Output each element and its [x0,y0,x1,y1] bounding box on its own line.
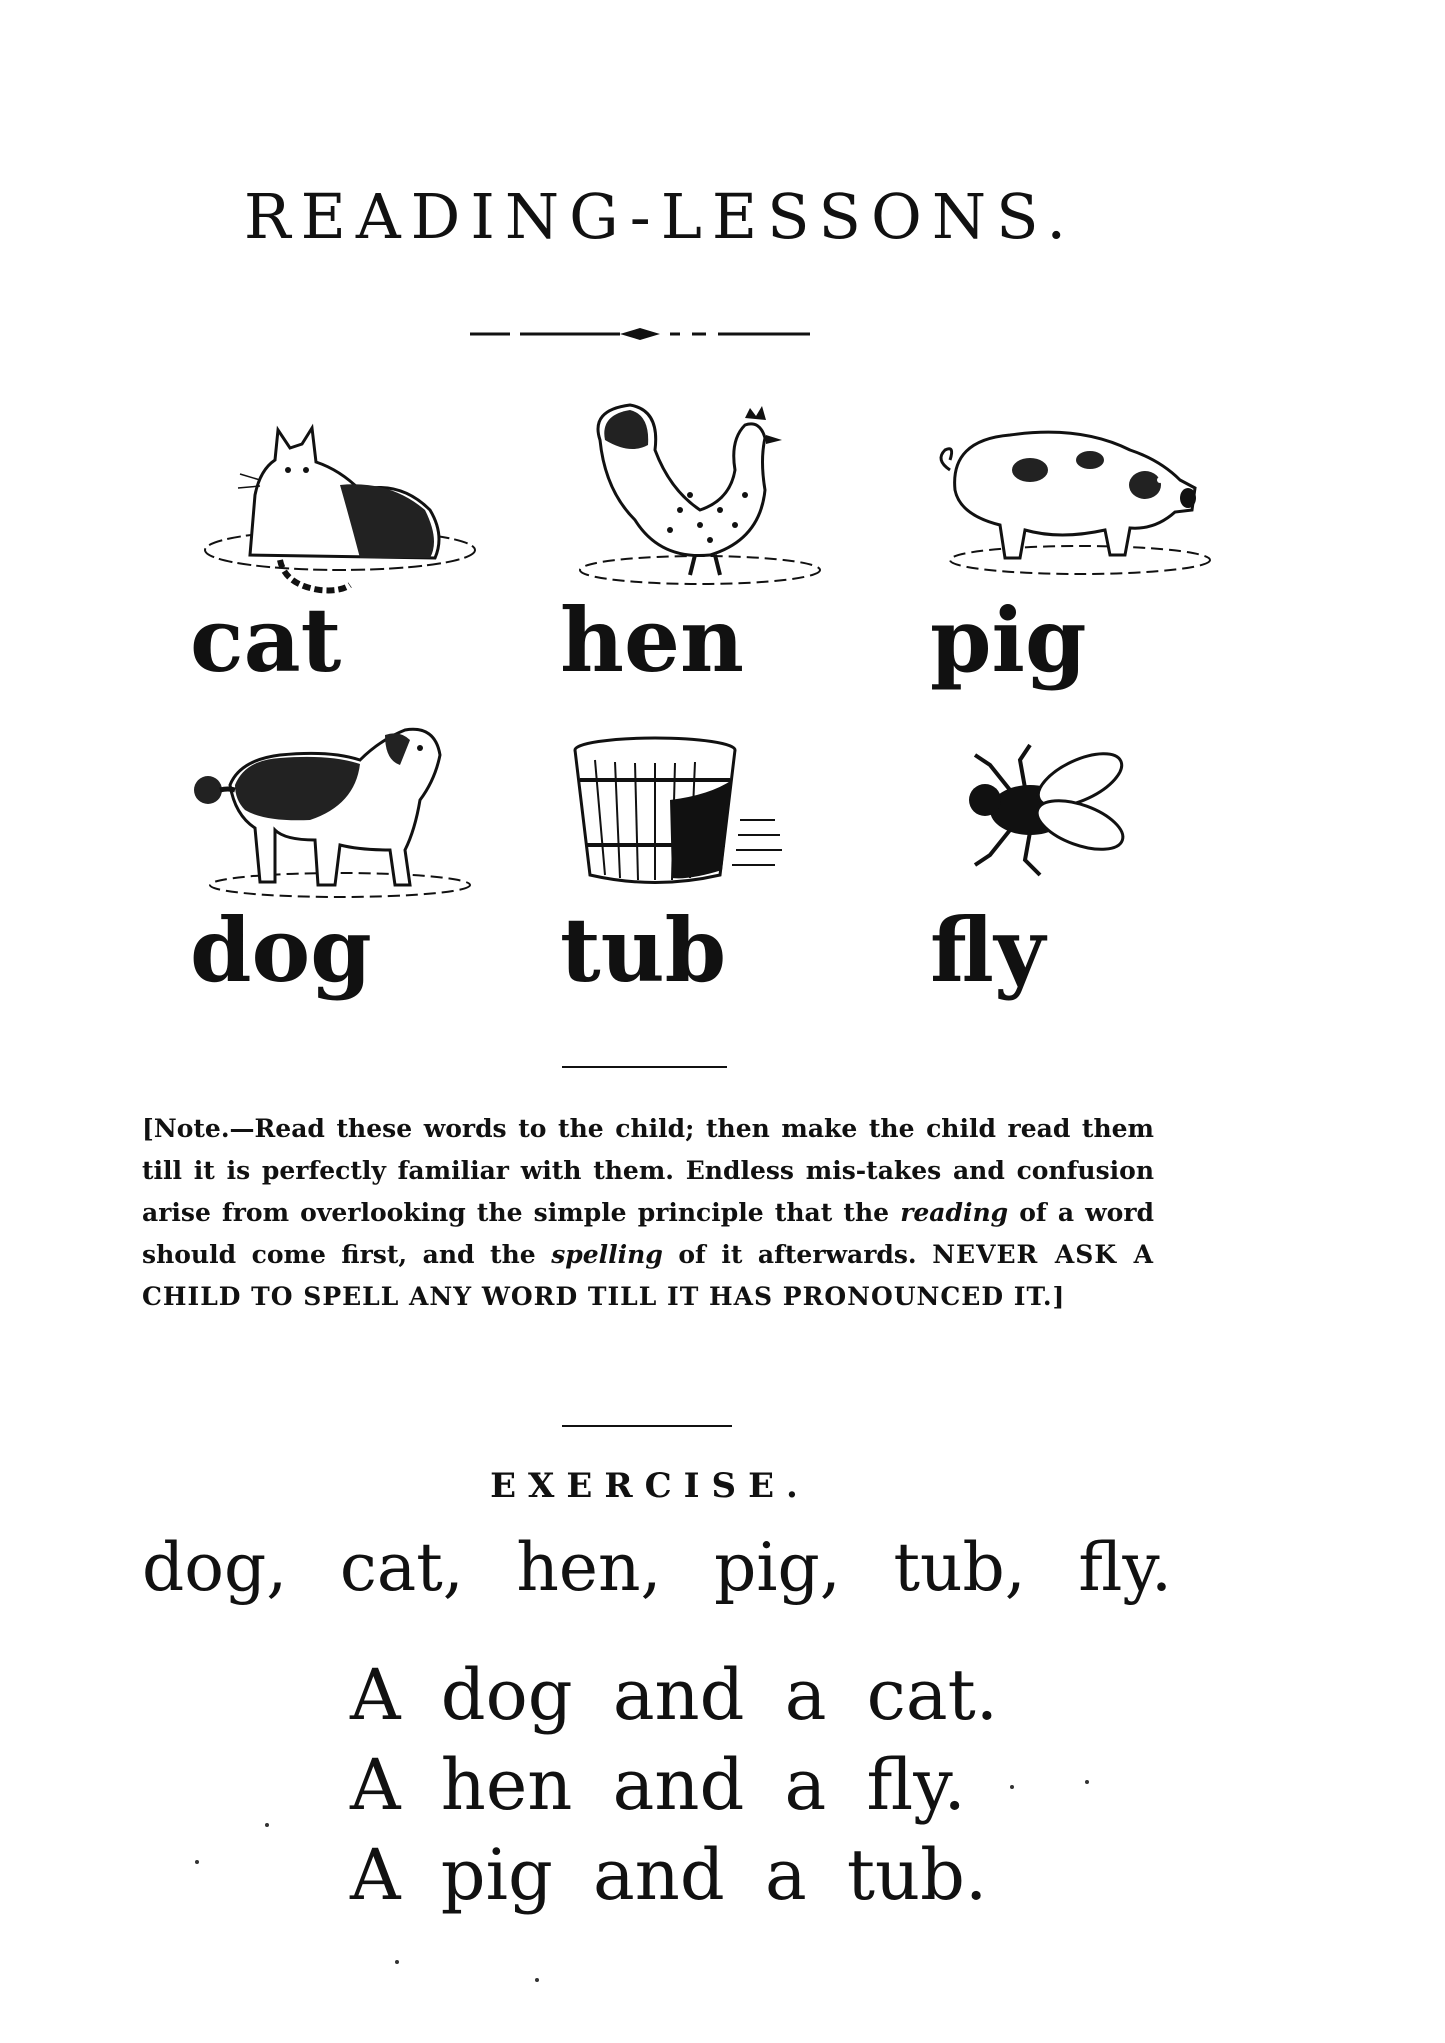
picture-word: fly [930,898,1046,1002]
picture-word-grid [190,400,1130,1040]
exercise-sentence: A dog and a cat. [350,1654,998,1736]
print-speck [1010,1785,1014,1789]
exercise-word: dog, [142,1529,288,1606]
picture-card-hen [560,400,860,720]
exercise-sentence: A hen and a fly. [350,1744,966,1826]
picture-word: pig [930,588,1087,692]
picture-word: dog [190,898,372,1002]
picture-word: tub [560,898,727,1002]
picture-word: hen [560,588,744,692]
exercise-word: fly. [1078,1529,1172,1606]
note-emphasis-spelling: spelling [551,1240,663,1269]
exercise-word: pig, [714,1529,841,1606]
cat-icon [190,400,490,600]
note-emphasis-reading: reading [900,1198,1009,1227]
exercise-sentence: A pig and a tub. [350,1834,988,1916]
print-speck [195,1860,199,1864]
print-speck [535,1978,539,1982]
picture-card-dog [190,710,490,1030]
print-speck [265,1823,269,1827]
exercise-word: cat, [339,1529,464,1606]
exercise-sentences [350,1650,1110,1920]
note-open: [ [142,1114,154,1143]
picture-card-tub [560,710,860,1030]
print-speck [1085,1780,1089,1784]
exercise-word: hen, [516,1529,662,1606]
exercise-word: tub, [893,1529,1026,1606]
teacher-note [142,1108,1154,1318]
hen-icon [560,400,860,600]
picture-card-cat [190,400,490,720]
fly-icon [930,710,1230,910]
note-text-1: .—Read these words to the child; then make the child read them till it is perfectly familiar with them. Endless mis-takes and confusion arise from overlooking the simple principle that the [142,1114,1154,1227]
picture-card-pig [930,400,1230,720]
exercise-word-list [142,1528,1172,1607]
picture-word: cat [190,588,342,692]
pig-icon [930,400,1230,600]
note-label: Note [153,1114,221,1143]
section-divider [562,1425,732,1427]
section-divider [562,1066,727,1068]
note-text-2: of a word should come first, and the [142,1198,1154,1269]
print-speck [395,1960,399,1964]
page-title: READING-LESSONS. [243,180,1077,253]
dog-icon [190,710,490,910]
title-ornament-icon [470,322,810,346]
picture-card-fly [930,710,1230,1030]
note-text-3: of it afterwards. [662,1240,933,1269]
exercise-heading: EXERCISE. [490,1466,810,1506]
note-caps-warning: NEVER ASK A CHILD TO SPELL ANY WORD TILL IT HAS PRONOUNCED IT.] [142,1240,1154,1311]
tub-icon [560,710,860,910]
